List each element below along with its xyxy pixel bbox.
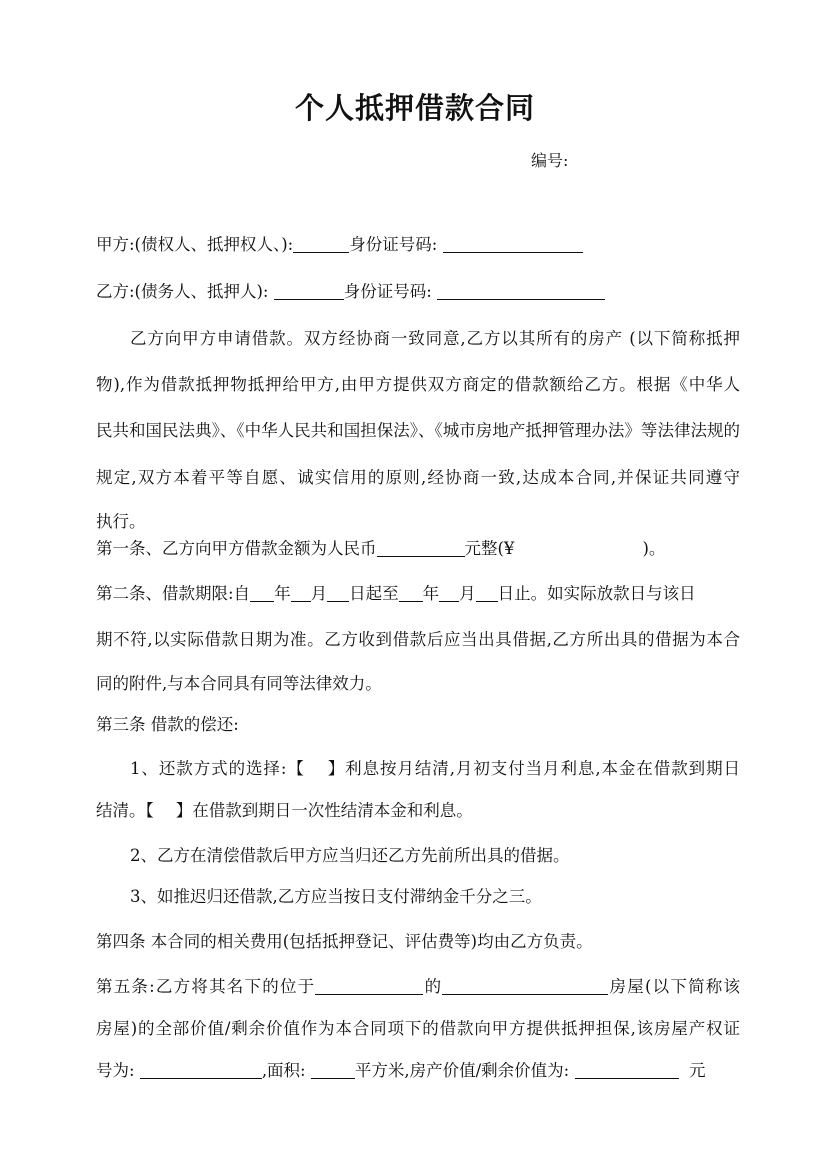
- article-3-item-3: 3、如推迟归还借款,乙方应当按日支付滞纳金千分之三。: [130, 887, 542, 906]
- intro-line: 执行。: [96, 512, 146, 531]
- art1-text: 元整(¥: [464, 539, 515, 558]
- art1-text: )。: [642, 539, 666, 558]
- blank[interactable]: [327, 583, 349, 602]
- article-2-line: 同的附件,与本合同具有同等法律效力。: [96, 674, 382, 693]
- art2-text: 年: [422, 584, 440, 603]
- blank[interactable]: [439, 583, 459, 602]
- party-b-name-blank[interactable]: [274, 281, 344, 300]
- art2-text: 日止。如实际放款日与该日: [497, 584, 696, 603]
- party-a-label: 甲方:(债权人、抵押权人、):: [96, 235, 294, 254]
- article-3-item-2: 2、乙方在清偿借款后甲方应当归还乙方先前所出具的借据。: [130, 846, 570, 865]
- article-3-title: 第三条 借款的偿还:: [96, 715, 239, 734]
- art1-text: 第一条、乙方向甲方借款金额为人民币: [96, 539, 377, 558]
- amount-words-blank[interactable]: [377, 538, 465, 557]
- blank[interactable]: [250, 583, 274, 602]
- area-blank[interactable]: [311, 1060, 355, 1079]
- art3-text: 结清。【: [96, 801, 154, 820]
- art2-text: 日起至: [349, 584, 399, 603]
- article-5-line: 房屋)的全部价值/剩余价值作为本合同项下的借款向甲方提供抵押担保,该房屋产权证: [96, 1019, 740, 1038]
- intro-line: 规定,双方本着平等自愿、诚实信用的原则,经协商一致,达成本合同,并保证共同遵守: [96, 468, 740, 487]
- article-2-line: 期不符,以实际借款日期为准。乙方收到借款后应当出具借据,乙方所出具的借据为本合: [96, 630, 740, 649]
- article-1: [96, 538, 665, 560]
- value-blank[interactable]: [575, 1060, 679, 1079]
- location-blank[interactable]: [315, 976, 423, 995]
- article-2: [96, 583, 696, 605]
- article-4: 第四条 本合同的相关费用(包括抵押登记、评估费等)均由乙方负责。: [96, 932, 593, 951]
- art5-text: 的: [423, 977, 443, 996]
- art2-text: 第二条、借款期限:自: [96, 584, 251, 603]
- art2-text: 月: [310, 584, 328, 603]
- art3-text: 1、还款方式的选择:【: [130, 759, 305, 778]
- article-5-line-3: [96, 1060, 706, 1082]
- serial-number-label: 编号:: [531, 151, 569, 170]
- certificate-number-blank[interactable]: [140, 1060, 262, 1079]
- art2-text: 年: [274, 584, 291, 603]
- art3-text: 】利息按月结清,月初支付当月利息,本金在借款到期日: [326, 759, 740, 778]
- intro-line: 乙方向甲方申请借款。双方经协商一致同意,乙方以其所有的房产 (以下简称抵押: [130, 329, 740, 348]
- art5-text: 平方米,房产价值/剩余价值为:: [354, 1061, 570, 1080]
- party-a-id-label: 身份证号码:: [349, 235, 438, 254]
- party-b-line: [96, 281, 605, 303]
- party-b-id-blank[interactable]: [437, 281, 605, 300]
- party-b-label: 乙方:(债务人、抵押人):: [96, 282, 269, 301]
- art3-text: 】在借款到期日一次性结清本金和利息。: [175, 801, 473, 820]
- party-b-id-label: 身份证号码:: [343, 282, 432, 301]
- party-a-id-blank[interactable]: [443, 234, 583, 253]
- address-blank[interactable]: [442, 976, 608, 995]
- blank[interactable]: [399, 583, 423, 602]
- blank[interactable]: [291, 583, 311, 602]
- art5-text: 元: [689, 1061, 706, 1080]
- art2-text: 月: [459, 584, 476, 603]
- art5-text: 第五条:乙方将其名下的位于: [96, 977, 316, 996]
- article-3-item-1-cont: [96, 800, 473, 822]
- party-a-name-blank[interactable]: [293, 234, 349, 253]
- intro-line: 民共和国民法典》、《中华人民共和国担保法》、《城市房地产抵押管理办法》等法律法规的: [96, 421, 740, 440]
- article-3-item-1: [130, 758, 740, 780]
- party-a-line: [96, 234, 583, 256]
- art5-text: 号为:: [96, 1061, 135, 1080]
- intro-line: 物),作为借款抵押物抵押给甲方,由甲方提供双方商定的借款额给乙方。根据《中华人: [96, 375, 740, 394]
- document-title: 个人抵押借款合同: [294, 91, 535, 125]
- blank[interactable]: [476, 583, 498, 602]
- article-5: [96, 976, 740, 998]
- art5-text: 房屋(以下简称该: [608, 977, 741, 996]
- art5-text: ,面积:: [261, 1061, 306, 1080]
